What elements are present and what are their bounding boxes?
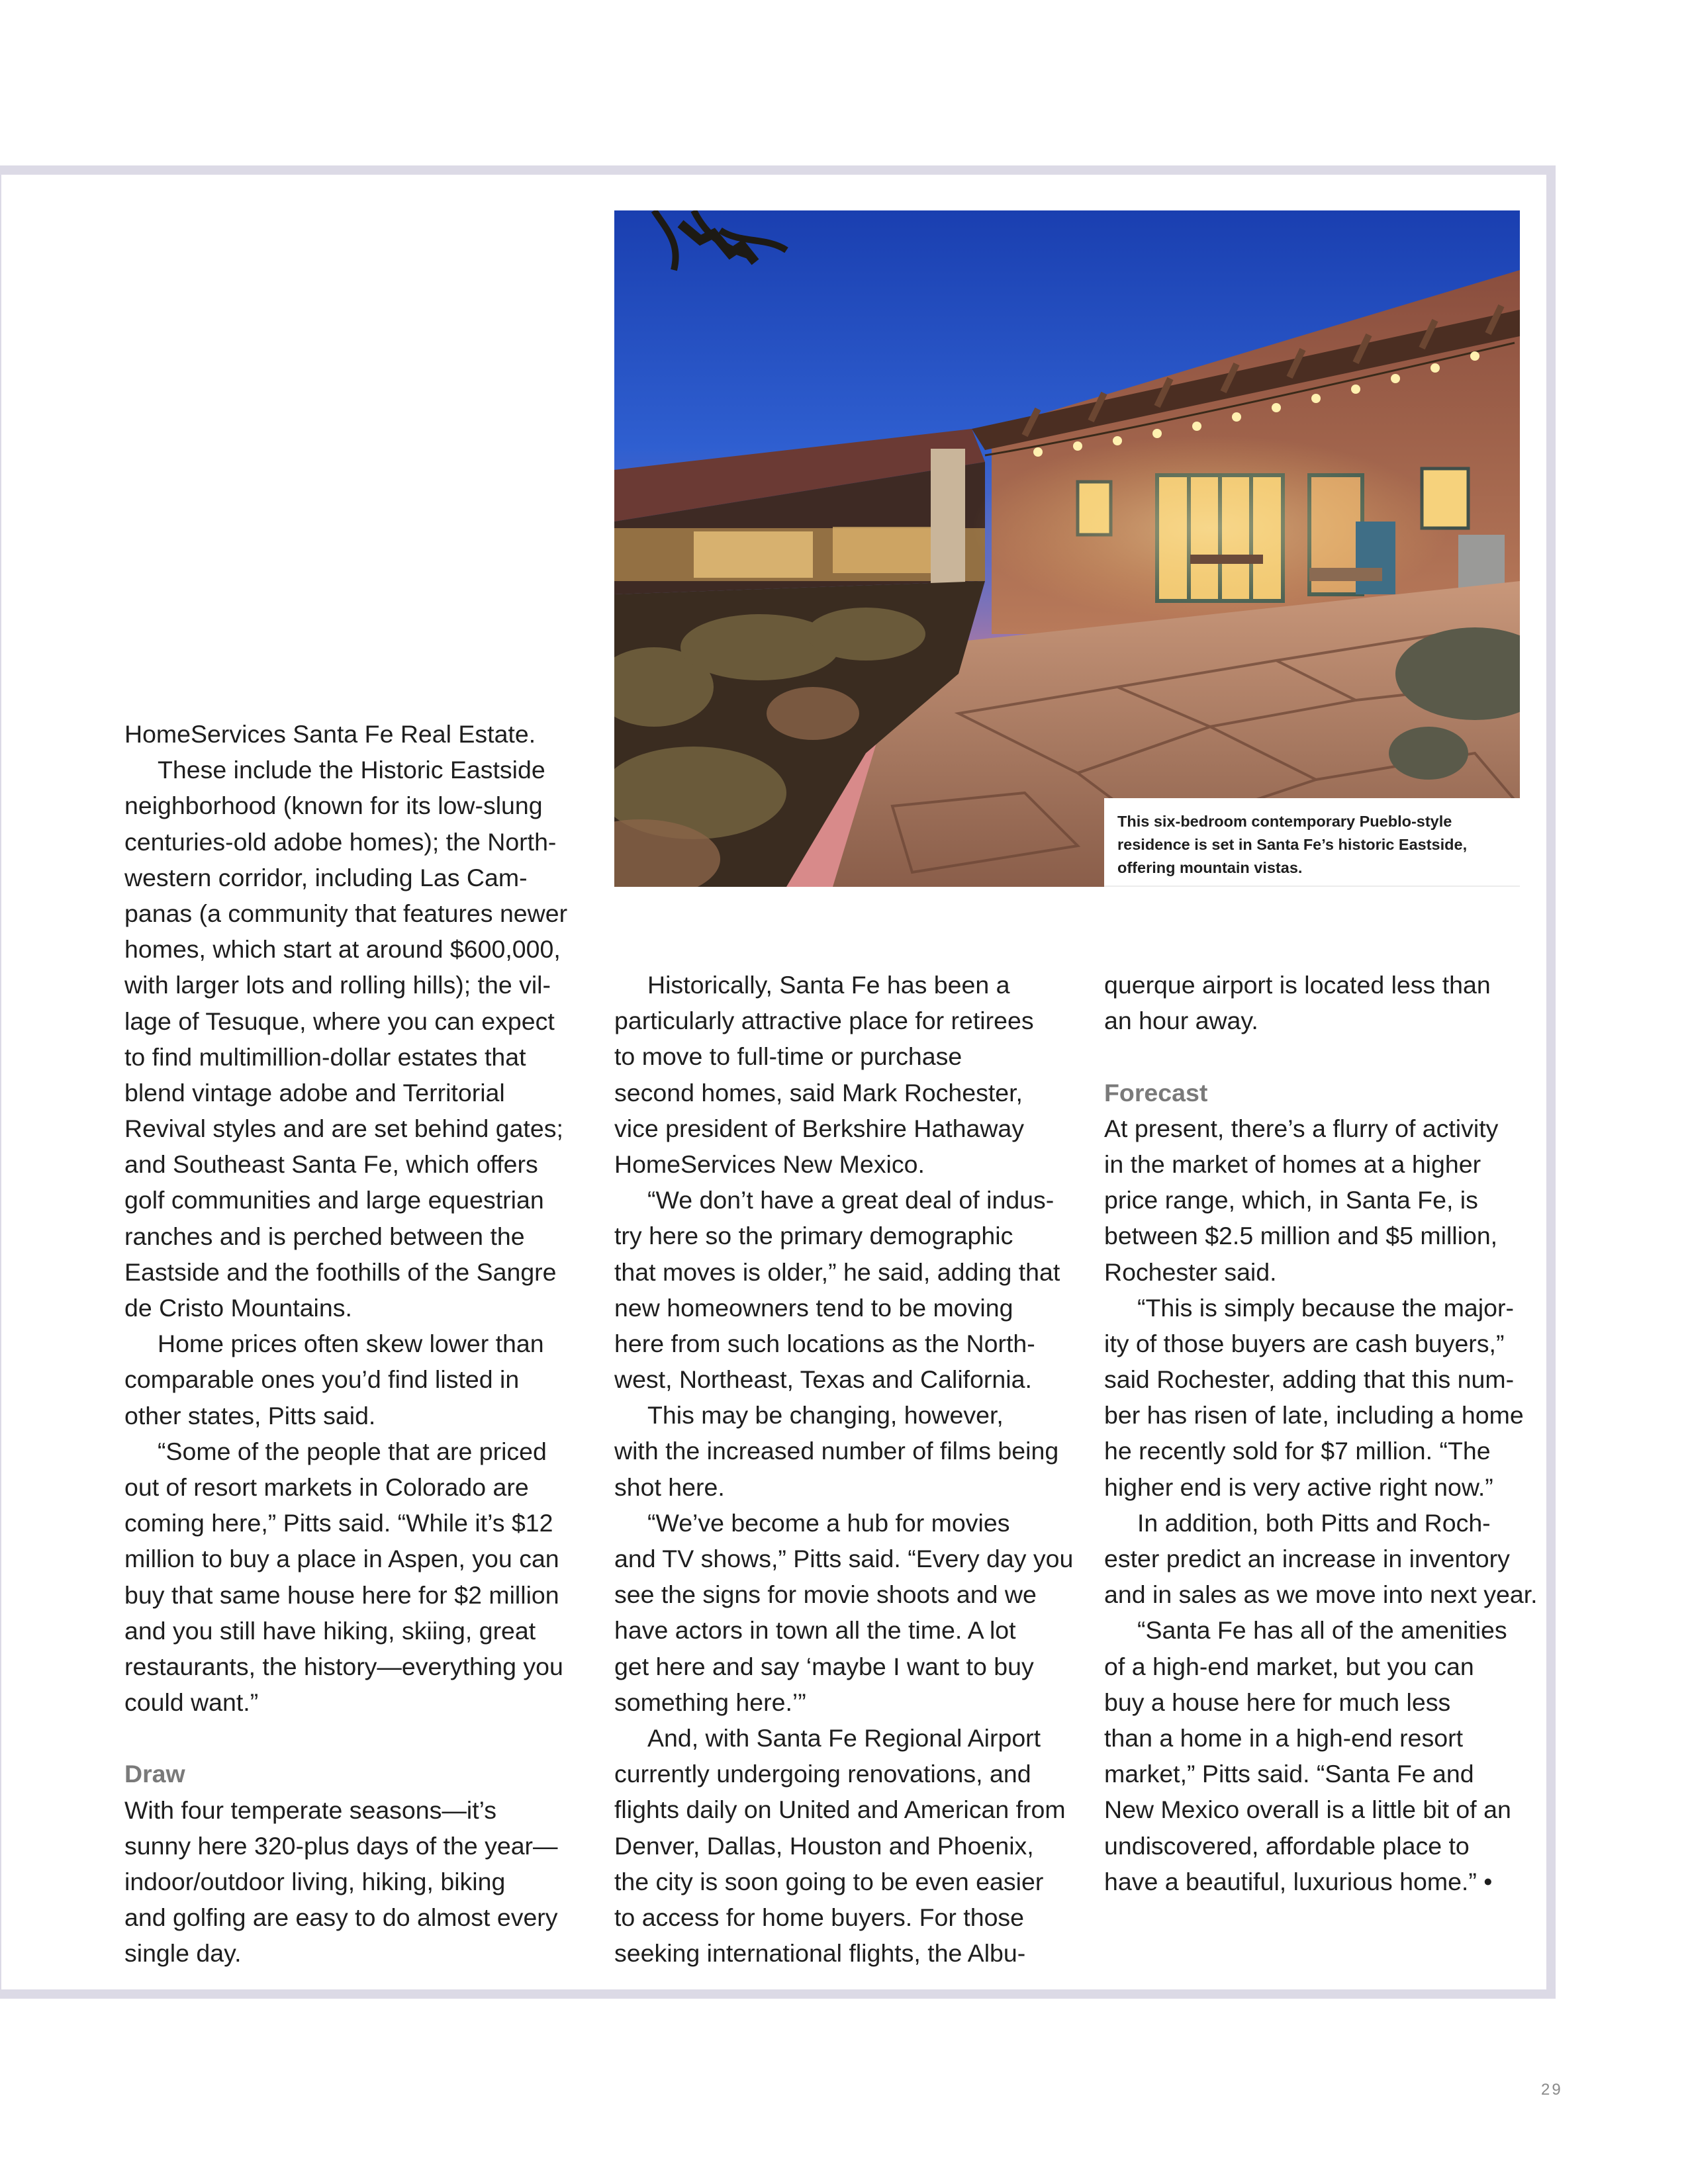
text-line: and TV shows,” Pitts said. “Every day you: [614, 1545, 1074, 1572]
text-line: “Some of the people that are priced: [158, 1437, 547, 1465]
text-line: get here and say ‘maybe I want to buy: [614, 1652, 1034, 1680]
text-line: said Rochester, adding that this num-: [1104, 1365, 1515, 1394]
text-line: HomeServices Santa Fe Real Estate.: [124, 720, 536, 748]
text-line: with larger lots and rolling hills); the vil-: [124, 971, 551, 999]
text-line: and you still have hiking, skiing, great: [124, 1616, 536, 1645]
text-line: to find multimillion-dollar estates that: [124, 1042, 526, 1071]
text-line: here from such locations as the North-: [614, 1329, 1035, 1357]
text-line: market,” Pitts said. “Santa Fe and: [1104, 1760, 1474, 1788]
text-line: “We’ve become a hub for movies: [647, 1508, 1010, 1537]
text-line: he recently sold for $7 million. “The: [1104, 1437, 1491, 1465]
paragraph-gap: [124, 1720, 581, 1756]
text-line: shot here.: [614, 1473, 725, 1501]
text-line: of a high-end market, but you can: [1104, 1652, 1474, 1680]
text-line: million to buy a place in Aspen, you can: [124, 1545, 559, 1573]
text-line: lage of Tesuque, where you can expect: [124, 1007, 555, 1035]
text-line: indoor/outdoor living, hiking, biking: [124, 1868, 506, 1895]
text-line: This may be changing, however,: [647, 1401, 1004, 1430]
text-line: vice president of Berkshire Hathaway: [614, 1114, 1025, 1142]
text-line: seeking international flights, the Albu-: [614, 1939, 1026, 1968]
text-line: something here.’”: [614, 1688, 806, 1716]
photo-caption: [1104, 798, 1520, 887]
text-line: centuries-old adobe homes); the North-: [124, 827, 557, 856]
text-line: have actors in town all the time. A lot: [614, 1616, 1016, 1645]
article-column-3: [1104, 967, 1538, 1899]
text-line: western corridor, including Las Cam-: [124, 863, 528, 891]
paragraph-gap: [1104, 1038, 1528, 1074]
text-line: buy that same house here for $2 million: [124, 1580, 559, 1609]
text-line: particularly attractive place for retirees: [614, 1007, 1034, 1035]
article-column-1: [124, 716, 581, 1972]
text-line: west, Northeast, Texas and California.: [614, 1365, 1032, 1394]
text-line: With four temperate seasons—it’s: [124, 1796, 497, 1824]
text-line: in the market of homes at a higher: [1104, 1150, 1481, 1178]
article-column-2: [614, 967, 1078, 1971]
text-line: “We don’t have a great deal of indus-: [647, 1186, 1055, 1214]
text-line: sunny here 320-plus days of the year—: [124, 1831, 558, 1860]
text-line: ity of those buyers are cash buyers,”: [1104, 1329, 1505, 1357]
text-line: undiscovered, affordable place to: [1104, 1831, 1470, 1860]
text-line: restaurants, the history—everything you: [124, 1652, 563, 1680]
text-line: In addition, both Pitts and Roch-: [1137, 1508, 1491, 1537]
text-line: comparable ones you’d find listed in: [124, 1365, 520, 1394]
text-line: the city is soon going to be even easier: [614, 1867, 1044, 1895]
text-line: ranches and is perched between the: [124, 1222, 525, 1250]
text-line: than a home in a high-end resort: [1104, 1723, 1464, 1752]
text-line: HomeServices New Mexico.: [614, 1150, 925, 1178]
text-line: second homes, said Mark Rochester,: [614, 1078, 1023, 1107]
text-line: flights daily on United and American from: [614, 1796, 1066, 1824]
text-line: homes, which start at around $600,000,: [124, 935, 561, 964]
section-heading-forecast: Forecast: [1104, 1078, 1208, 1107]
text-line: other states, Pitts said.: [124, 1401, 376, 1430]
text-line: buy a house here for much less: [1104, 1688, 1451, 1716]
caption-line: This six-bedroom contemporary Pueblo-style: [1117, 813, 1452, 830]
text-line: panas (a community that features newer: [124, 899, 568, 927]
text-line: Rochester said.: [1104, 1257, 1277, 1286]
text-line: “Santa Fe has all of the amenities: [1137, 1616, 1507, 1645]
text-line: and golfing are easy to do almost every: [124, 1903, 558, 1932]
text-line: querque airport is located less than: [1104, 971, 1491, 999]
text-line: try here so the primary demographic: [614, 1222, 1013, 1250]
caption-line: offering mountain vistas.: [1117, 859, 1303, 876]
text-line: Revival styles and are set behind gates;: [124, 1115, 563, 1143]
text-line: out of resort markets in Colorado are: [124, 1473, 529, 1501]
text-line: Historically, Santa Fe has been a: [647, 971, 1010, 999]
text-line: ester predict an increase in inventory: [1104, 1545, 1510, 1572]
text-line: de Cristo Mountains.: [124, 1294, 352, 1322]
text-line: price range, which, in Santa Fe, is: [1104, 1186, 1478, 1214]
text-line: Eastside and the foothills of the Sangre: [124, 1257, 557, 1286]
text-line: neighborhood (known for its low-slung: [124, 792, 543, 820]
text-line: “This is simply because the major-: [1137, 1293, 1514, 1322]
text-line: new homeowners tend to be moving: [614, 1293, 1013, 1322]
page-number: 29: [1541, 2081, 1563, 2099]
text-line: see the signs for movie shoots and we: [614, 1580, 1037, 1609]
text-line: and in sales as we move into next year.: [1104, 1580, 1538, 1609]
text-line: New Mexico overall is a little bit of an: [1104, 1796, 1511, 1824]
text-line: golf communities and large equestrian: [124, 1186, 544, 1214]
text-line: an hour away.: [1104, 1007, 1258, 1035]
caption-line: residence is set in Santa Fe’s historic Eastside,: [1117, 836, 1468, 853]
text-line: At present, there’s a flurry of activity: [1104, 1114, 1499, 1142]
text-line: ber has risen of late, including a home: [1104, 1401, 1524, 1430]
text-line: These include the Historic Eastside: [158, 756, 545, 784]
text-line: with the increased number of films being: [614, 1437, 1059, 1465]
text-line: higher end is very active right now.”: [1104, 1473, 1493, 1501]
text-line: coming here,” Pitts said. “While it’s $12: [124, 1509, 553, 1537]
house-photo: [614, 210, 1520, 887]
text-line: currently undergoing renovations, and: [614, 1760, 1031, 1788]
text-line: could want.”: [124, 1688, 259, 1717]
text-line: And, with Santa Fe Regional Airport: [647, 1723, 1041, 1752]
text-line: single day.: [124, 1939, 242, 1968]
text-line: Denver, Dallas, Houston and Phoenix,: [614, 1831, 1034, 1860]
text-line: between $2.5 million and $5 million,: [1104, 1222, 1498, 1250]
text-line: and Southeast Santa Fe, which offers: [124, 1150, 538, 1179]
text-line: blend vintage adobe and Territorial: [124, 1078, 505, 1107]
text-line: to move to full-time or purchase: [614, 1042, 962, 1071]
text-line: that moves is older,” he said, adding that: [614, 1257, 1060, 1286]
text-line: to access for home buyers. For those: [614, 1903, 1025, 1931]
text-line: have a beautiful, luxurious home.” •: [1104, 1867, 1493, 1895]
text-line: Home prices often skew lower than: [158, 1330, 544, 1358]
section-heading-draw: Draw: [124, 1760, 185, 1788]
